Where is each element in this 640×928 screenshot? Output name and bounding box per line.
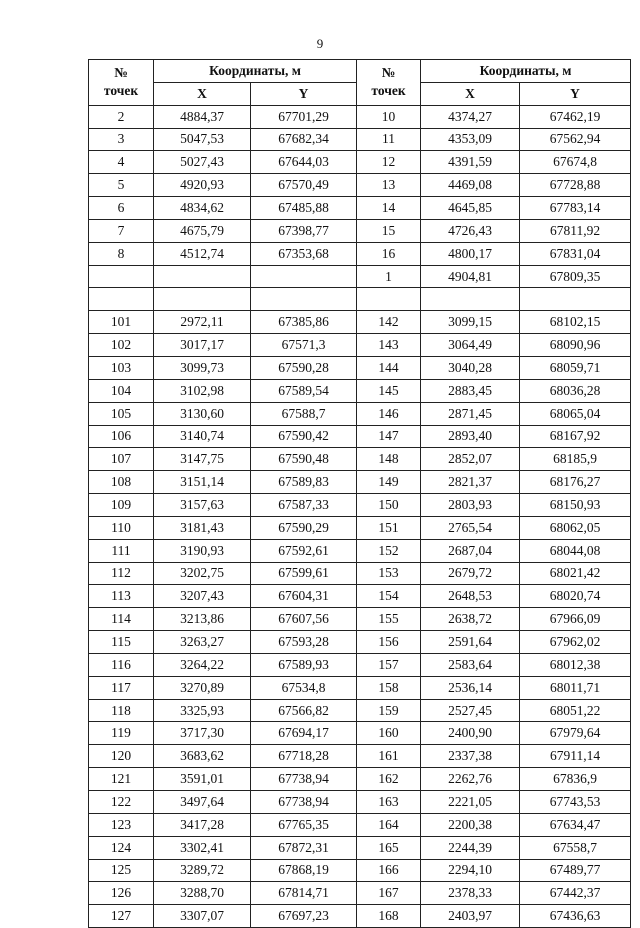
table-row xyxy=(89,197,631,220)
table-row xyxy=(89,562,631,585)
table-cell: 10 xyxy=(357,105,421,128)
table-cell: 161 xyxy=(357,745,421,768)
table-cell: 3263,27 xyxy=(154,631,251,654)
table-cell: 4391,59 xyxy=(421,151,520,174)
table-cell: 3213,86 xyxy=(154,608,251,631)
table-cell: 5047,53 xyxy=(154,128,251,151)
table-cell: 67765,35 xyxy=(251,813,357,836)
table-cell: 3157,63 xyxy=(154,494,251,517)
table-row xyxy=(89,768,631,791)
table-row xyxy=(89,128,631,151)
table-cell: 68044,08 xyxy=(520,539,631,562)
blank-row xyxy=(89,288,631,311)
table-cell: 16 xyxy=(357,242,421,265)
table-row xyxy=(89,494,631,517)
table-cell: 163 xyxy=(357,791,421,814)
table-cell: 159 xyxy=(357,699,421,722)
table-cell: 106 xyxy=(89,425,154,448)
table-row xyxy=(89,265,631,288)
table-cell: 67694,17 xyxy=(251,722,357,745)
table-cell: 3130,60 xyxy=(154,402,251,425)
table-cell: 67738,94 xyxy=(251,768,357,791)
table-cell: 2638,72 xyxy=(421,608,520,631)
table-cell: 8 xyxy=(89,242,154,265)
table-cell: 2294,10 xyxy=(421,859,520,882)
table-cell: 67697,23 xyxy=(251,905,357,928)
table-cell: 67634,47 xyxy=(520,813,631,836)
table-cell: 67644,03 xyxy=(251,151,357,174)
table-cell: 107 xyxy=(89,448,154,471)
table-cell: 126 xyxy=(89,882,154,905)
table-cell: 127 xyxy=(89,905,154,928)
table-cell: 109 xyxy=(89,494,154,517)
table-cell: 2 xyxy=(89,105,154,128)
table-row xyxy=(89,631,631,654)
table-row xyxy=(89,791,631,814)
table-cell: 67979,64 xyxy=(520,722,631,745)
table-cell: 149 xyxy=(357,471,421,494)
table-row xyxy=(89,105,631,128)
table-cell: 67872,31 xyxy=(251,836,357,859)
table-cell: 67558,7 xyxy=(520,836,631,859)
table-cell: 67966,09 xyxy=(520,608,631,631)
table-cell: 67836,9 xyxy=(520,768,631,791)
table-body-upper xyxy=(89,105,631,288)
table-cell: 3591,01 xyxy=(154,768,251,791)
table-cell: 67701,29 xyxy=(251,105,357,128)
table-cell: 2803,93 xyxy=(421,494,520,517)
table-cell: 2679,72 xyxy=(421,562,520,585)
page-number: 9 xyxy=(316,36,324,51)
x-header-left: X xyxy=(154,82,251,105)
table-row xyxy=(89,539,631,562)
table-cell: 4512,74 xyxy=(154,242,251,265)
table-cell: 2527,45 xyxy=(421,699,520,722)
table-cell: 104 xyxy=(89,379,154,402)
table-cell: 3270,89 xyxy=(154,676,251,699)
table-cell: 67718,28 xyxy=(251,745,357,768)
table-row xyxy=(89,882,631,905)
table-cell: 3289,72 xyxy=(154,859,251,882)
table-cell: 67534,8 xyxy=(251,676,357,699)
y-header-right: Y xyxy=(520,82,631,105)
table-cell: 3683,62 xyxy=(154,745,251,768)
number-sign: № xyxy=(381,65,396,81)
table-row xyxy=(89,242,631,265)
table-cell: 103 xyxy=(89,356,154,379)
table-cell: 68012,38 xyxy=(520,653,631,676)
table-cell: 4 xyxy=(89,151,154,174)
y-header-left: Y xyxy=(251,82,357,105)
table-cell: 67570,49 xyxy=(251,174,357,197)
table-cell: 67489,77 xyxy=(520,859,631,882)
table-cell: 4645,85 xyxy=(421,197,520,220)
table-cell: 2591,64 xyxy=(421,631,520,654)
table-cell: 67738,94 xyxy=(251,791,357,814)
table-cell: 67562,94 xyxy=(520,128,631,151)
table-row xyxy=(89,608,631,631)
coordinates-table xyxy=(88,59,631,928)
table-cell: 2403,97 xyxy=(421,905,520,928)
table-cell: 119 xyxy=(89,722,154,745)
table-cell: 67814,71 xyxy=(251,882,357,905)
table-cell: 4374,27 xyxy=(421,105,520,128)
table-cell: 67436,63 xyxy=(520,905,631,928)
table-row xyxy=(89,471,631,494)
table-cell: 125 xyxy=(89,859,154,882)
table-cell: 4834,62 xyxy=(154,197,251,220)
table-cell: 162 xyxy=(357,768,421,791)
table-cell: 3190,93 xyxy=(154,539,251,562)
points-label: точек xyxy=(103,83,139,99)
table-cell: 68020,74 xyxy=(520,585,631,608)
table-cell: 3202,75 xyxy=(154,562,251,585)
table-cell: 147 xyxy=(357,425,421,448)
table-cell: 156 xyxy=(357,631,421,654)
table-cell: 3717,30 xyxy=(154,722,251,745)
table-cell: 67590,42 xyxy=(251,425,357,448)
table-row xyxy=(89,174,631,197)
table-cell: 2852,07 xyxy=(421,448,520,471)
table-cell: 67743,53 xyxy=(520,791,631,814)
point-number-header-left xyxy=(89,60,154,106)
table-cell: 115 xyxy=(89,631,154,654)
table-row xyxy=(89,699,631,722)
table-cell: 67674,8 xyxy=(520,151,631,174)
table-row xyxy=(89,745,631,768)
table-cell: 68167,92 xyxy=(520,425,631,448)
table-cell: 2536,14 xyxy=(421,676,520,699)
table-cell: 68011,71 xyxy=(520,676,631,699)
table-cell: 2871,45 xyxy=(421,402,520,425)
table-cell xyxy=(154,288,251,311)
table-cell: 143 xyxy=(357,334,421,357)
table-cell: 3288,70 xyxy=(154,882,251,905)
table-cell: 166 xyxy=(357,859,421,882)
table-cell: 155 xyxy=(357,608,421,631)
table-cell: 4469,08 xyxy=(421,174,520,197)
table-cell: 105 xyxy=(89,402,154,425)
table-cell: 4904,81 xyxy=(421,265,520,288)
table-cell: 152 xyxy=(357,539,421,562)
table-cell: 67604,31 xyxy=(251,585,357,608)
table-cell xyxy=(357,288,421,311)
table-cell: 2687,04 xyxy=(421,539,520,562)
table-cell: 68021,42 xyxy=(520,562,631,585)
table-row xyxy=(89,859,631,882)
table-cell xyxy=(89,288,154,311)
table-cell xyxy=(154,265,251,288)
table-cell: 4800,17 xyxy=(421,242,520,265)
table-cell: 12 xyxy=(357,151,421,174)
table-cell: 67590,48 xyxy=(251,448,357,471)
table-cell: 117 xyxy=(89,676,154,699)
table-cell: 2244,39 xyxy=(421,836,520,859)
table-cell: 5027,43 xyxy=(154,151,251,174)
table-cell: 3147,75 xyxy=(154,448,251,471)
table-cell: 2765,54 xyxy=(421,516,520,539)
coordinates-header-left: Координаты, м xyxy=(154,60,357,83)
table-cell: 3207,43 xyxy=(154,585,251,608)
table-cell: 1 xyxy=(357,265,421,288)
table-cell: 67462,19 xyxy=(520,105,631,128)
table-cell: 3099,15 xyxy=(421,311,520,334)
table-cell: 3264,22 xyxy=(154,653,251,676)
table-cell: 2583,64 xyxy=(421,653,520,676)
table-cell: 67809,35 xyxy=(520,265,631,288)
table-row xyxy=(89,402,631,425)
table-row xyxy=(89,653,631,676)
table-cell: 144 xyxy=(357,356,421,379)
table-cell: 2972,11 xyxy=(154,311,251,334)
table-cell: 67962,02 xyxy=(520,631,631,654)
table-cell: 68090,96 xyxy=(520,334,631,357)
table-cell: 67599,61 xyxy=(251,562,357,585)
table-row xyxy=(89,334,631,357)
table-cell: 102 xyxy=(89,334,154,357)
table-cell: 118 xyxy=(89,699,154,722)
coordinates-header-right: Координаты, м xyxy=(421,60,631,83)
table-row xyxy=(89,151,631,174)
table-cell: 67589,93 xyxy=(251,653,357,676)
table-cell: 2378,33 xyxy=(421,882,520,905)
table-row xyxy=(89,585,631,608)
table-cell: 4353,09 xyxy=(421,128,520,151)
point-number-header-right xyxy=(357,60,421,106)
table-cell: 68059,71 xyxy=(520,356,631,379)
table-cell: 2262,76 xyxy=(421,768,520,791)
table-cell: 2200,38 xyxy=(421,813,520,836)
table-cell: 67398,77 xyxy=(251,219,357,242)
table-cell: 120 xyxy=(89,745,154,768)
table-cell: 165 xyxy=(357,836,421,859)
table-cell xyxy=(520,288,631,311)
table-row xyxy=(89,311,631,334)
points-label: точек xyxy=(371,83,406,99)
table-cell: 67587,33 xyxy=(251,494,357,517)
table-cell: 112 xyxy=(89,562,154,585)
table-cell: 67783,14 xyxy=(520,197,631,220)
table-cell: 142 xyxy=(357,311,421,334)
table-cell: 2648,53 xyxy=(421,585,520,608)
table-cell: 157 xyxy=(357,653,421,676)
table-cell: 5 xyxy=(89,174,154,197)
table-cell: 114 xyxy=(89,608,154,631)
table-row xyxy=(89,516,631,539)
table-cell: 123 xyxy=(89,813,154,836)
number-sign: № xyxy=(114,65,128,81)
table-cell: 150 xyxy=(357,494,421,517)
table-separator xyxy=(89,288,631,311)
table-cell: 67588,7 xyxy=(251,402,357,425)
table-cell: 3181,43 xyxy=(154,516,251,539)
table-cell: 67590,28 xyxy=(251,356,357,379)
table-cell: 67485,88 xyxy=(251,197,357,220)
table-cell: 3099,73 xyxy=(154,356,251,379)
table-cell: 111 xyxy=(89,539,154,562)
table-cell: 2337,38 xyxy=(421,745,520,768)
table-cell: 67589,83 xyxy=(251,471,357,494)
table-cell: 168 xyxy=(357,905,421,928)
table-cell: 145 xyxy=(357,379,421,402)
table-cell: 2883,45 xyxy=(421,379,520,402)
table-cell: 67831,04 xyxy=(520,242,631,265)
table-cell: 3 xyxy=(89,128,154,151)
table-cell: 67592,61 xyxy=(251,539,357,562)
table-cell: 67442,37 xyxy=(520,882,631,905)
table-row xyxy=(89,379,631,402)
table-cell: 6 xyxy=(89,197,154,220)
table-cell: 2893,40 xyxy=(421,425,520,448)
table-cell: 3040,28 xyxy=(421,356,520,379)
table-cell: 3140,74 xyxy=(154,425,251,448)
table-cell: 67911,14 xyxy=(520,745,631,768)
table-cell: 3017,17 xyxy=(154,334,251,357)
table-cell: 67566,82 xyxy=(251,699,357,722)
table-cell: 13 xyxy=(357,174,421,197)
table-cell: 67353,68 xyxy=(251,242,357,265)
table-cell: 121 xyxy=(89,768,154,791)
table-cell: 2400,90 xyxy=(421,722,520,745)
table-row xyxy=(89,448,631,471)
table-row xyxy=(89,905,631,928)
table-cell: 15 xyxy=(357,219,421,242)
table-cell: 3151,14 xyxy=(154,471,251,494)
table-cell: 3102,98 xyxy=(154,379,251,402)
table-cell: 67607,56 xyxy=(251,608,357,631)
table-cell: 3307,07 xyxy=(154,905,251,928)
table-cell: 153 xyxy=(357,562,421,585)
table-row xyxy=(89,722,631,745)
table-cell: 160 xyxy=(357,722,421,745)
table-cell: 67571,3 xyxy=(251,334,357,357)
table-row xyxy=(89,836,631,859)
table-cell xyxy=(251,288,357,311)
table-cell: 3064,49 xyxy=(421,334,520,357)
table-cell: 67589,54 xyxy=(251,379,357,402)
table-cell: 116 xyxy=(89,653,154,676)
table-cell: 67728,88 xyxy=(520,174,631,197)
table-cell: 167 xyxy=(357,882,421,905)
table-cell: 151 xyxy=(357,516,421,539)
table-cell: 146 xyxy=(357,402,421,425)
table-cell: 67682,34 xyxy=(251,128,357,151)
table-cell: 101 xyxy=(89,311,154,334)
table-cell: 124 xyxy=(89,836,154,859)
table-cell: 2221,05 xyxy=(421,791,520,814)
table-cell: 4884,37 xyxy=(154,105,251,128)
table-cell: 113 xyxy=(89,585,154,608)
table-cell: 3497,64 xyxy=(154,791,251,814)
table-cell: 68176,27 xyxy=(520,471,631,494)
table-body-lower xyxy=(89,311,631,928)
table-cell: 67590,29 xyxy=(251,516,357,539)
table-cell: 11 xyxy=(357,128,421,151)
table-cell: 164 xyxy=(357,813,421,836)
table-cell: 68185,9 xyxy=(520,448,631,471)
table-cell: 4675,79 xyxy=(154,219,251,242)
table-cell: 4726,43 xyxy=(421,219,520,242)
table-row xyxy=(89,425,631,448)
table-cell: 154 xyxy=(357,585,421,608)
table-cell xyxy=(421,288,520,311)
table-row xyxy=(89,356,631,379)
table-row xyxy=(89,219,631,242)
table-cell: 67868,19 xyxy=(251,859,357,882)
table-cell: 122 xyxy=(89,791,154,814)
table-row xyxy=(89,813,631,836)
table-cell: 110 xyxy=(89,516,154,539)
table-cell: 148 xyxy=(357,448,421,471)
table-cell: 67593,28 xyxy=(251,631,357,654)
table-cell: 3302,41 xyxy=(154,836,251,859)
table-cell: 3325,93 xyxy=(154,699,251,722)
table-cell xyxy=(89,265,154,288)
table-cell: 4920,93 xyxy=(154,174,251,197)
table-row xyxy=(89,676,631,699)
table-cell: 14 xyxy=(357,197,421,220)
table-cell xyxy=(251,265,357,288)
table-cell: 158 xyxy=(357,676,421,699)
table-cell: 3417,28 xyxy=(154,813,251,836)
table-cell: 68065,04 xyxy=(520,402,631,425)
table-cell: 7 xyxy=(89,219,154,242)
table-cell: 68062,05 xyxy=(520,516,631,539)
table-cell: 67811,92 xyxy=(520,219,631,242)
table-cell: 67385,86 xyxy=(251,311,357,334)
table-cell: 68036,28 xyxy=(520,379,631,402)
table-cell: 2821,37 xyxy=(421,471,520,494)
table-cell: 108 xyxy=(89,471,154,494)
x-header-right: X xyxy=(421,82,520,105)
table-cell: 68051,22 xyxy=(520,699,631,722)
table-cell: 68102,15 xyxy=(520,311,631,334)
table-cell: 68150,93 xyxy=(520,494,631,517)
